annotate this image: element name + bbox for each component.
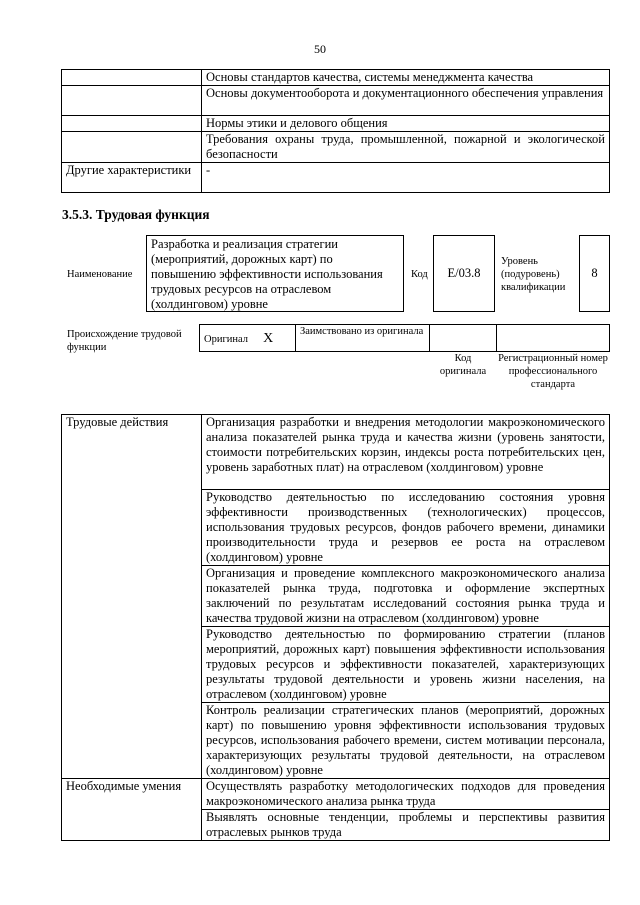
name-label: Наименование — [67, 269, 133, 280]
labor-action: Руководство деятельностью по формированию стратегии (планов мероприятий, дорожных карт) повышения эффективности использования трудовых ресурсов и эффективности показателей, характеризующих результаты трудовой деятельности и уровень жизни населения, на отраслевом (холдинговом) уровне — [202, 627, 610, 703]
knowledge-table — [61, 69, 610, 193]
borrowed-label: Заимствовано из оригинала — [296, 325, 430, 352]
original-code-cell — [430, 325, 497, 352]
section-title: 3.5.3. Трудовая функция — [62, 207, 210, 222]
function-name: Разработка и реализация стратегии (мероприятий, дорожных карт) по повышению эффективности использования трудовых ресурсов на отраслевом (холдинговом) уровне — [151, 237, 383, 311]
labor-function-table — [61, 414, 610, 841]
labor-action: Организация разработки и внедрения методологии макроэкономического анализа показателей рынка труда и качества жизни (уровень занятости, стоимости потребительских корзин, индексы роста потребительских цен, уровень заработных плат) на отраслевом (холдинговом) уровне — [202, 415, 610, 490]
required-skill: Осуществлять разработку методологических подходов для проведения макроэкономического анализа рынка труда — [202, 779, 610, 810]
original-code-caption: Код оригинала — [439, 353, 487, 377]
knowledge-item: Основы документооборота и документационного обеспечения управления — [202, 86, 610, 116]
page-number: 50 — [314, 42, 326, 56]
labor-action: Руководство деятельностью по исследованию состояния уровня эффективности производственных (технологических) процессов, использования трудовых ресурсов, фондов рабочего времени, динамики производительности труда и резервов ее роста на отраслевом (холдинговом) уровне — [202, 490, 610, 566]
registration-number-cell — [497, 325, 610, 352]
code-label: Код — [411, 269, 428, 280]
code-box — [433, 235, 495, 312]
knowledge-item: Требования охраны труда, промышленной, пожарной и экологической безопасности — [202, 132, 610, 163]
other-characteristics-value: - — [202, 163, 610, 193]
qualification-level: 8 — [591, 266, 598, 280]
function-code: E/03.8 — [447, 266, 481, 280]
function-name-box — [146, 235, 404, 312]
knowledge-item: Основы стандартов качества, системы менеджмента качества — [202, 70, 610, 86]
origin-table — [199, 324, 610, 352]
required-skill: Выявлять основные тенденции, проблемы и перспективы развития отраслевых рынков труда — [202, 810, 610, 841]
labor-actions-label: Трудовые действия — [62, 415, 202, 779]
registration-number-caption: Регистрационный номер профессионального стандарта — [498, 353, 608, 390]
other-characteristics-label: Другие характеристики — [62, 163, 202, 193]
labor-action: Организация и проведение комплексного макроэкономического анализа показателей рынка труда, подготовка и оформление экспертных заключений по результатам исследований состояния рынка труда и качества трудовой жизни на отраслевом (холдинговом) уровне — [202, 566, 610, 627]
origin-label: Происхождение трудовой функции — [67, 329, 182, 353]
original-mark: X — [263, 330, 274, 346]
empty-cell — [62, 116, 202, 132]
empty-cell — [62, 70, 202, 86]
labor-action: Контроль реализации стратегических планов (мероприятий, дорожных карт) по повышению уровня эффективности использования трудовых ресурсов, использования рабочего времени, систем мотивации персонала, характеризующих результаты трудовой деятельности, на отраслевом (холдинговом) уровне — [202, 703, 610, 779]
knowledge-item: Нормы этики и делового общения — [202, 116, 610, 132]
level-box — [579, 235, 610, 312]
original-label: Оригинал — [204, 333, 248, 345]
empty-cell — [62, 132, 202, 163]
required-skills-label: Необходимые умения — [62, 779, 202, 841]
empty-cell — [62, 86, 202, 116]
original-cell — [200, 325, 296, 352]
qualification-level-label: Уровень (подуровень) квалификации — [501, 256, 566, 293]
